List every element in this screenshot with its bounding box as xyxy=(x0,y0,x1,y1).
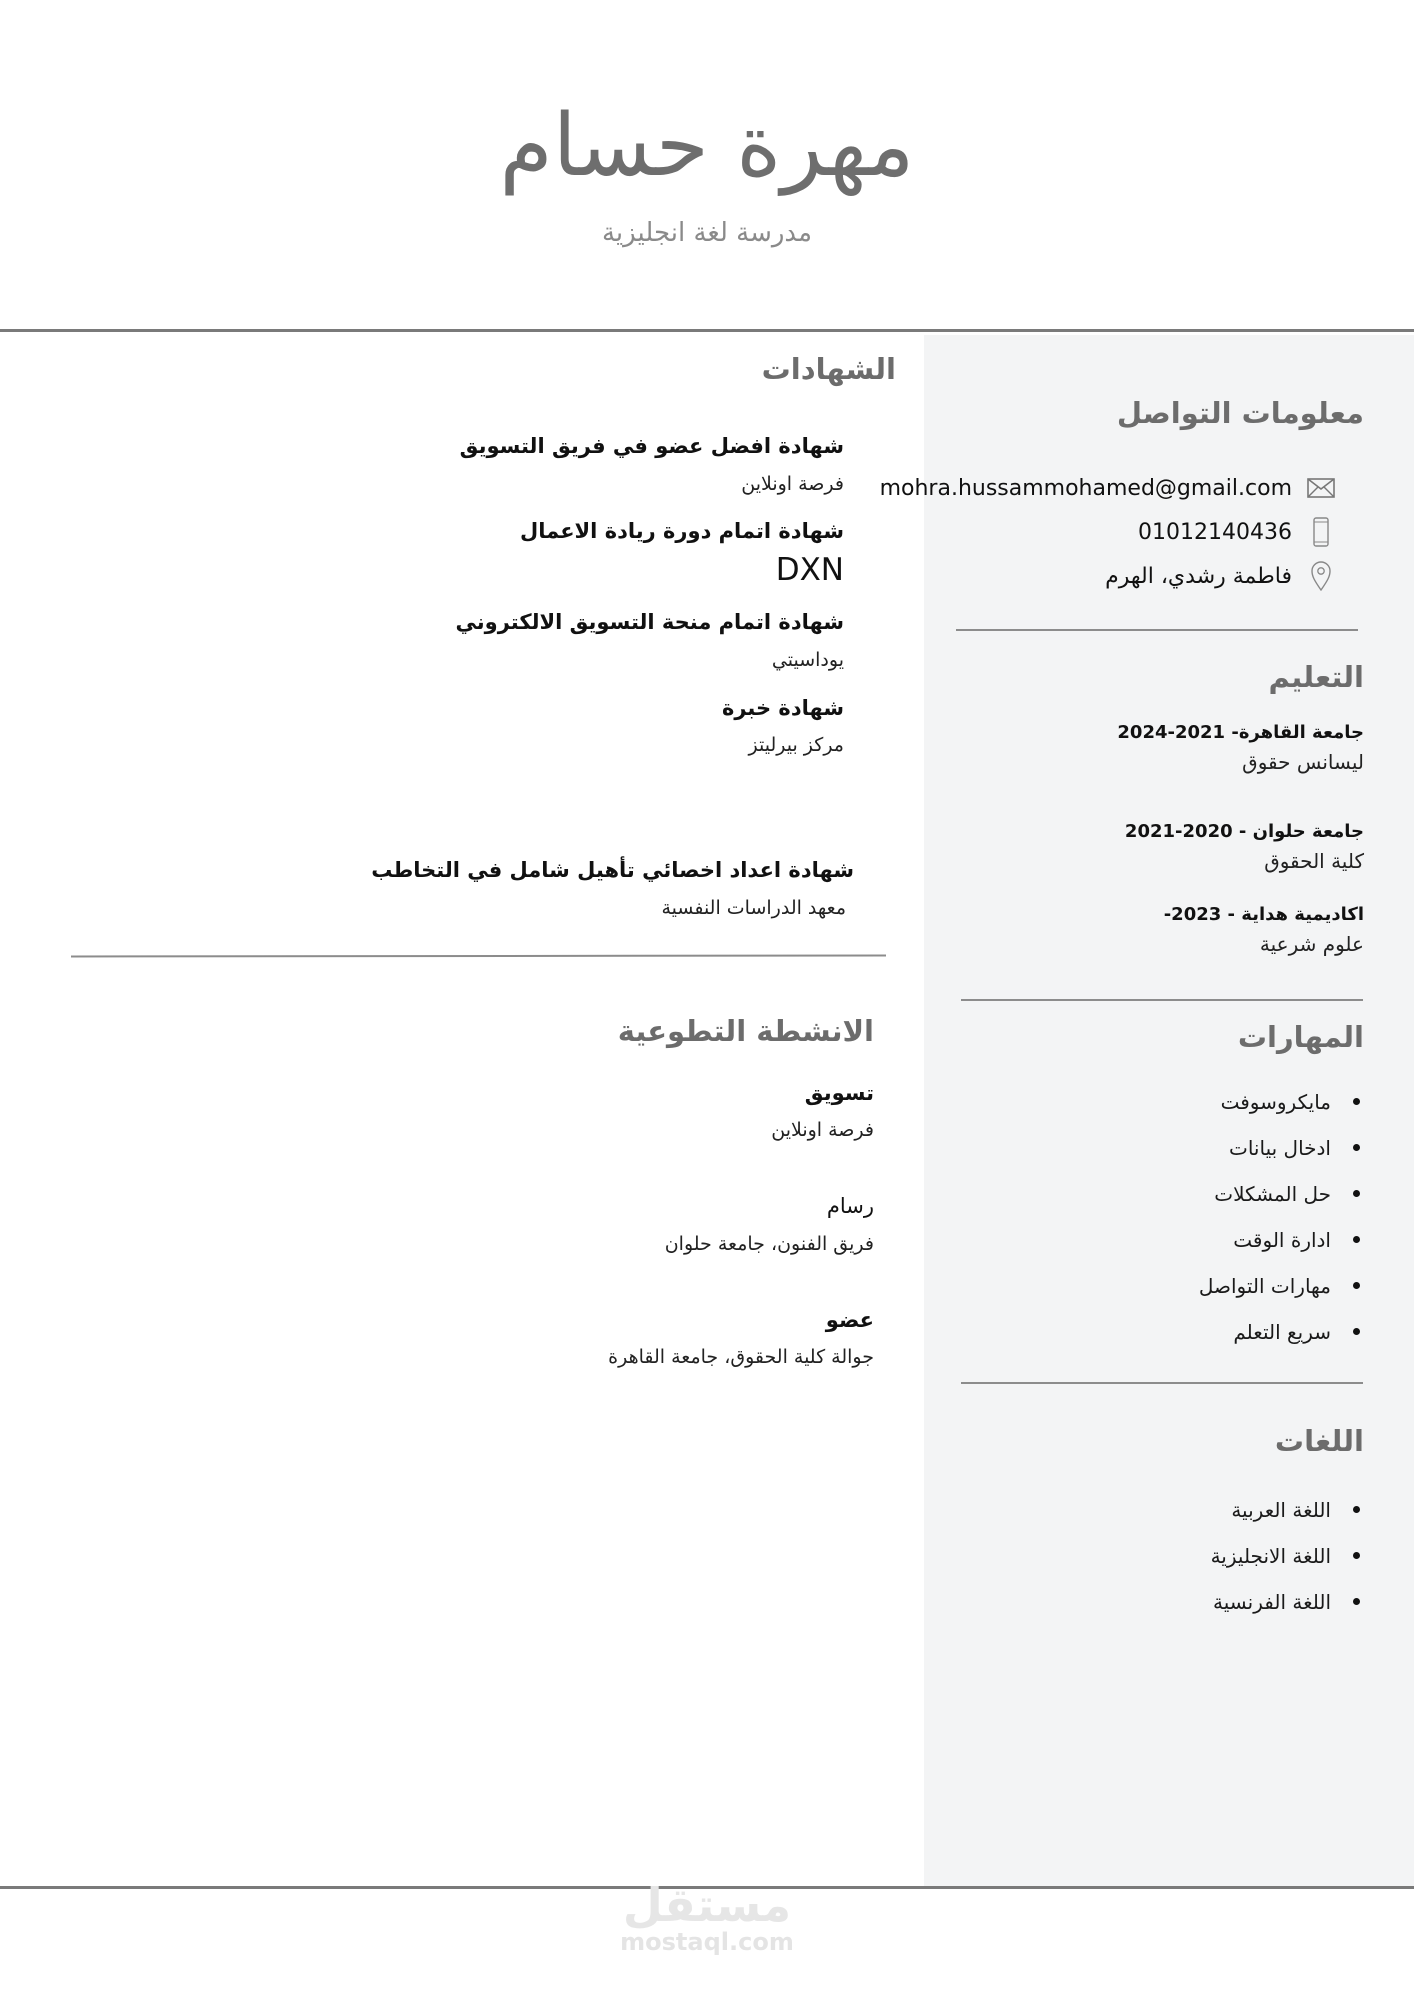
certificate-issuer: معهد الدراسات النفسية xyxy=(661,896,846,919)
volunteering-section xyxy=(274,1014,874,1417)
language-label: اللغة العربية xyxy=(1231,1497,1331,1522)
skill-label: مايكروسوفت xyxy=(1220,1089,1331,1114)
contact-heading: معلومات التواصل xyxy=(1116,396,1364,430)
bullet-icon xyxy=(1353,1282,1360,1289)
resume-job-title: مدرسة لغة انجليزية xyxy=(601,218,812,248)
languages-list xyxy=(934,1487,1364,1625)
education-heading: التعليم xyxy=(1268,660,1364,694)
certificate-title: شهادة افضل عضو في فريق التسويق xyxy=(459,434,844,458)
education-item xyxy=(934,818,1364,877)
language-item xyxy=(934,1533,1364,1579)
volunteering-heading: الانشطة التطوعية xyxy=(617,1014,874,1048)
header-divider xyxy=(0,329,1414,332)
contact-address: فاطمة رشدي، الهرم xyxy=(1105,563,1292,589)
contact-email[interactable]: mohra.hussammohamed@gmail.com xyxy=(879,475,1292,501)
certificate-title: شهادة خبرة xyxy=(721,695,844,720)
certificate-item xyxy=(284,692,844,767)
bullet-icon xyxy=(1353,1552,1360,1559)
certificate-issuer: فرصة اونلاين xyxy=(741,472,844,495)
certificate-title: شهادة اتمام منحة التسويق الالكتروني xyxy=(455,610,844,635)
watermark-logo: مستقل xyxy=(622,1878,792,1932)
skill-label: سريع التعلم xyxy=(1233,1319,1331,1344)
education-item xyxy=(934,719,1364,778)
education-institution: جامعة حلوان - 2020-2021 xyxy=(1124,820,1364,842)
languages-heading: اللغات xyxy=(1274,1424,1364,1458)
skills-list xyxy=(934,1079,1364,1355)
bullet-icon xyxy=(1353,1144,1360,1151)
language-label: اللغة الفرنسية xyxy=(1213,1589,1331,1614)
skill-item xyxy=(934,1263,1364,1309)
education-degree: كلية الحقوق xyxy=(1264,848,1364,873)
contact-phone[interactable]: 01012140436 xyxy=(1138,519,1292,545)
certificate-title: شهادة اعداد اخصائي تأهيل شامل في التخاطب xyxy=(371,858,854,882)
certificate-issuer: مركز بيرليتز xyxy=(748,734,844,757)
language-item xyxy=(934,1579,1364,1625)
bullet-icon xyxy=(1353,1328,1360,1335)
certificates-section xyxy=(426,352,896,387)
location-pin-icon xyxy=(1306,561,1336,591)
resume-name: مهرة حسام xyxy=(499,96,915,196)
skills-divider xyxy=(961,1382,1363,1384)
skills-section xyxy=(934,1020,1364,1355)
education-degree: علوم شرعية xyxy=(1259,931,1364,956)
education-item xyxy=(934,901,1364,960)
education-section xyxy=(934,660,1364,984)
education-institution: جامعة القاهرة- 2021-2024 xyxy=(1117,721,1364,743)
skill-item xyxy=(934,1217,1364,1263)
skill-label: ادخال بيانات xyxy=(1229,1135,1331,1160)
volunteer-item xyxy=(274,1190,874,1265)
skill-label: حل المشكلات xyxy=(1214,1181,1331,1206)
contact-divider xyxy=(956,629,1358,631)
skill-label: ادارة الوقت xyxy=(1233,1227,1331,1252)
bullet-icon xyxy=(1353,1098,1360,1105)
volunteer-organization: جوالة كلية الحقوق، جامعة القاهرة xyxy=(608,1346,874,1369)
contact-list xyxy=(836,466,1336,598)
skills-heading: المهارات xyxy=(1237,1020,1364,1054)
bullet-icon xyxy=(1353,1236,1360,1243)
bullet-icon xyxy=(1353,1506,1360,1513)
certificate-item xyxy=(284,515,844,592)
contact-phone-row xyxy=(836,510,1336,554)
skill-item xyxy=(934,1309,1364,1355)
language-item xyxy=(934,1487,1364,1533)
education-divider xyxy=(961,999,1363,1001)
envelope-icon xyxy=(1306,473,1336,503)
volunteer-role: تسويق xyxy=(804,1080,874,1105)
skill-item xyxy=(934,1079,1364,1125)
certificate-title: شهادة اتمام دورة ريادة الاعمال xyxy=(520,519,844,544)
certificate-item xyxy=(284,430,844,505)
language-label: اللغة الانجليزية xyxy=(1210,1543,1331,1568)
education-degree: ليسانس حقوق xyxy=(1242,749,1364,774)
certificate-item xyxy=(254,854,854,929)
volunteer-item xyxy=(274,1304,874,1379)
skill-item xyxy=(934,1125,1364,1171)
volunteer-organization: فرصة اونلاين xyxy=(771,1119,874,1142)
certificate-issuer: DXN xyxy=(775,551,844,588)
mobile-phone-icon xyxy=(1306,517,1336,547)
volunteer-organization: فريق الفنون، جامعة حلوان xyxy=(664,1232,874,1255)
certificates-divider xyxy=(71,955,886,958)
skill-label: مهارات التواصل xyxy=(1198,1273,1331,1298)
certificates-heading: الشهادات xyxy=(761,352,896,386)
contact-section xyxy=(934,396,1364,431)
certificate-issuer: يوداسيتي xyxy=(771,648,844,671)
volunteer-item xyxy=(274,1077,874,1152)
certificate-item xyxy=(284,606,844,681)
volunteer-role: رسام xyxy=(826,1194,874,1219)
bullet-icon xyxy=(1353,1190,1360,1197)
certificates-list xyxy=(284,430,844,777)
languages-section xyxy=(934,1424,1364,1625)
watermark-url: mostaql.com xyxy=(620,1928,794,1956)
contact-address-row xyxy=(836,554,1336,598)
skill-item xyxy=(934,1171,1364,1217)
volunteer-role: عضو xyxy=(825,1307,874,1332)
education-institution: اكاديمية هداية - 2023- xyxy=(1163,903,1364,925)
contact-email-row xyxy=(836,466,1336,510)
bullet-icon xyxy=(1353,1598,1360,1605)
